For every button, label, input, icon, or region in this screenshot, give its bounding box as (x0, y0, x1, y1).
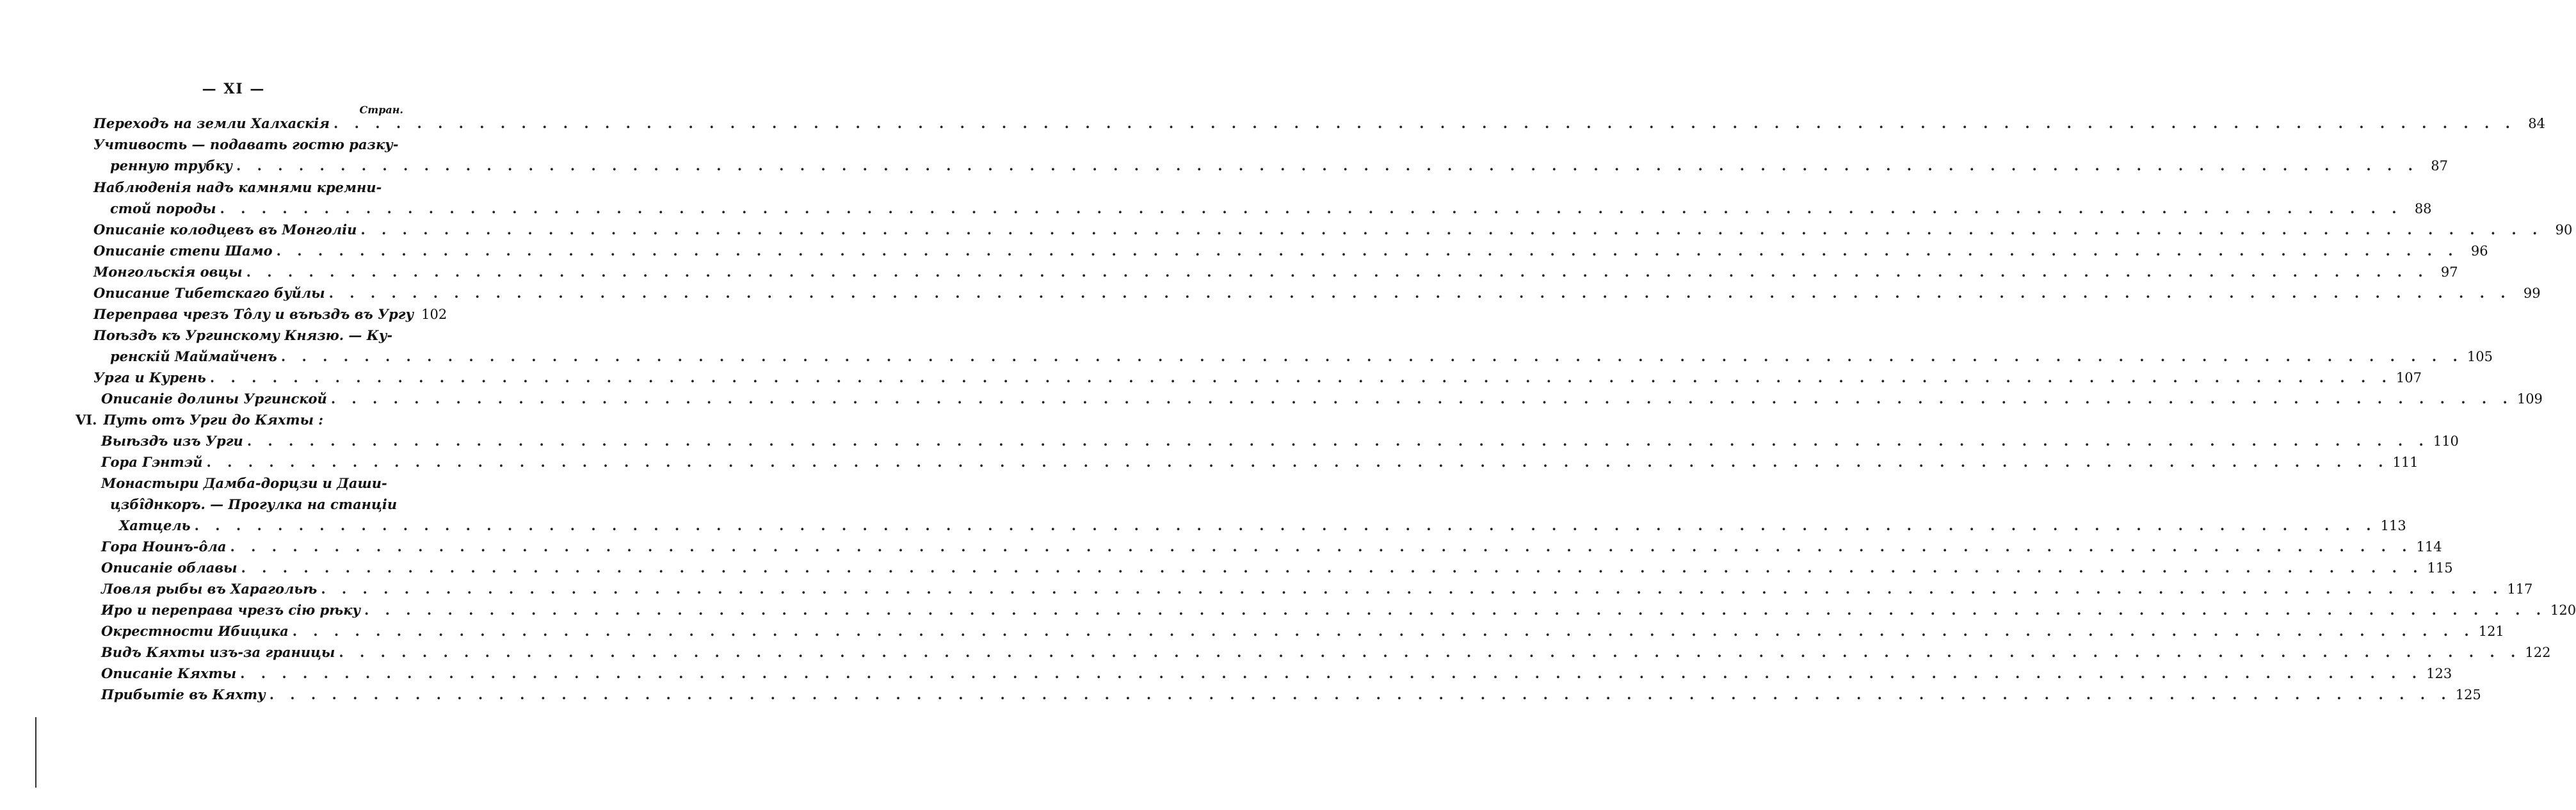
leader-dots (195, 517, 2377, 533)
toc-entry (93, 222, 2573, 242)
toc-entry-title: Описаніе степи Шамо (93, 243, 273, 259)
leader-dots (329, 285, 2511, 301)
page-column-label: Стран. (359, 104, 403, 116)
leader-dots (210, 369, 2392, 385)
leader-dots (230, 539, 2413, 555)
toc-entry (101, 560, 2453, 580)
leader-dots (247, 433, 2429, 449)
leader-dots (246, 264, 2429, 280)
toc-entry-title: Переходъ на земли Халхаскія (93, 115, 330, 131)
toc-entry-page: 110 (2433, 433, 2459, 449)
toc-entry (101, 433, 2459, 453)
toc-entry-page: 125 (2455, 687, 2481, 702)
toc-entry-title: Прибытіе въ Кяхту (101, 686, 266, 702)
leader-dots (321, 581, 2503, 597)
toc-entry-page: 113 (2380, 518, 2406, 533)
toc-entry (101, 475, 403, 496)
leader-dots (364, 602, 2547, 618)
toc-entry-page: 84 (2528, 116, 2545, 131)
toc-entry-title: Описаніе облавы (101, 560, 237, 576)
toc-entry-title: Описание Тибетскаго буйлы (93, 285, 325, 301)
leader-dots (236, 158, 2419, 174)
leader-dots (277, 243, 2459, 259)
toc-entry-title: Гора Ноинъ-ôла (101, 539, 227, 555)
toc-entry-page: 111 (2392, 455, 2419, 470)
toc-entry-continuation (110, 200, 2432, 221)
leader-dots (270, 686, 2452, 702)
toc-entry-page: 96 (2470, 243, 2488, 259)
leader-dots (339, 644, 2521, 660)
toc-entry-page: 99 (2523, 286, 2541, 301)
scan-margin-line (35, 717, 36, 788)
leader-dots (241, 560, 2424, 576)
toc-entry-title: цзбîднкоръ. — Прогулка на станціи (110, 496, 398, 512)
section-heading (76, 412, 403, 432)
toc-entry-page: 97 (2440, 264, 2458, 280)
toc-entry (93, 115, 2545, 136)
toc-entry (93, 243, 2488, 263)
toc-entry-title: Описаніе долины Ургинской (101, 391, 327, 407)
toc-entry (101, 623, 2504, 644)
toc-entry-page: 115 (2427, 560, 2453, 576)
page-header: — XI — (202, 81, 266, 97)
toc-entry-page: 109 (2516, 391, 2543, 407)
toc-entry (93, 136, 403, 157)
toc-entry-page: 90 (2555, 222, 2573, 238)
toc-entry-page: 117 (2507, 581, 2533, 597)
toc-entry (101, 602, 2576, 622)
toc-entry-page: 114 (2416, 539, 2442, 555)
toc-entry-title: Урга и Курень (93, 369, 206, 385)
toc-entry-title: ренскій Маймайченъ (110, 348, 277, 364)
toc-entry (101, 539, 2442, 559)
toc-entry-title: Описаніе Кяхты (101, 665, 237, 681)
toc-entry (101, 644, 2551, 665)
toc-entry-continuation (119, 517, 2406, 538)
toc-entry-title: Видъ Кяхты изъ-за границы (101, 644, 335, 660)
toc-entry-page: 102 (421, 307, 447, 322)
toc-entry (93, 179, 403, 200)
toc-entry-page: 121 (2478, 624, 2504, 639)
leader-dots (207, 454, 2389, 470)
toc-entry-page: 120 (2550, 603, 2576, 618)
toc-entry (101, 391, 2543, 411)
toc-entry-page: 88 (2414, 201, 2432, 216)
toc-entry-continuation (110, 496, 403, 517)
section-title: Путь отъ Урги до Кяхты : (103, 412, 324, 428)
toc-entry-title: Выѣздъ изъ Урги (101, 433, 243, 449)
leader-dots (360, 222, 2543, 238)
toc-entry-page: 122 (2525, 645, 2551, 660)
toc-entry-title: Описаніе колодцевъ въ Монголіи (93, 222, 357, 238)
toc-entry-title: Монгольскія овцы (93, 264, 243, 280)
toc-entry (101, 454, 2419, 474)
toc-entry-page: 107 (2395, 370, 2422, 385)
toc-entry (93, 306, 447, 327)
toc-entry-title: Окрестности Ибицика (101, 623, 289, 639)
toc-entry-page: 123 (2426, 666, 2452, 681)
leader-dots (220, 200, 2403, 216)
toc-entry (101, 581, 2533, 601)
toc-entry-title: стой породы (110, 200, 216, 216)
section-number: VI. (76, 412, 97, 428)
toc-entry-title: Ловля рыбы въ Харагольѣ (101, 581, 318, 597)
leader-dots (240, 665, 2422, 681)
toc-entry-page: 105 (2467, 349, 2493, 364)
toc-entry-title: Хатцель (119, 517, 191, 533)
leader-dots (331, 391, 2513, 407)
toc-entry (101, 665, 2452, 686)
toc-entry (93, 327, 403, 348)
toc-entry-title: Монастыри Дамба-дорцзи и Даши- (101, 475, 387, 491)
toc-entry-title: Переправа чрезъ Тôлу и въѣздъ въ Ургу (93, 306, 414, 322)
toc-entry (93, 264, 2458, 284)
toc-entry (93, 285, 2541, 305)
toc-entry-title: Учтивость — подавать гостю разку- (93, 136, 399, 152)
toc-entry-title: Гора Гэнтэй (101, 454, 203, 470)
toc-entry (101, 686, 2481, 707)
toc-entry-title: Наблюденія надъ камнями кремни- (93, 179, 382, 195)
toc-entry (93, 369, 2422, 390)
leader-dots (293, 623, 2475, 639)
toc-entry-title: Поѣздъ къ Ургинскому Князю. — Ку- (93, 327, 393, 343)
leader-dots (334, 115, 2516, 131)
toc-entry-title: Иро и переправа чрезъ сію рѣку (101, 602, 361, 618)
toc-entry-continuation (110, 348, 2493, 369)
leader-dots (281, 348, 2463, 364)
toc-entry-page: 87 (2431, 158, 2448, 174)
toc-entry-continuation (110, 158, 2448, 178)
toc-entry-title: ренную трубку (110, 158, 232, 174)
